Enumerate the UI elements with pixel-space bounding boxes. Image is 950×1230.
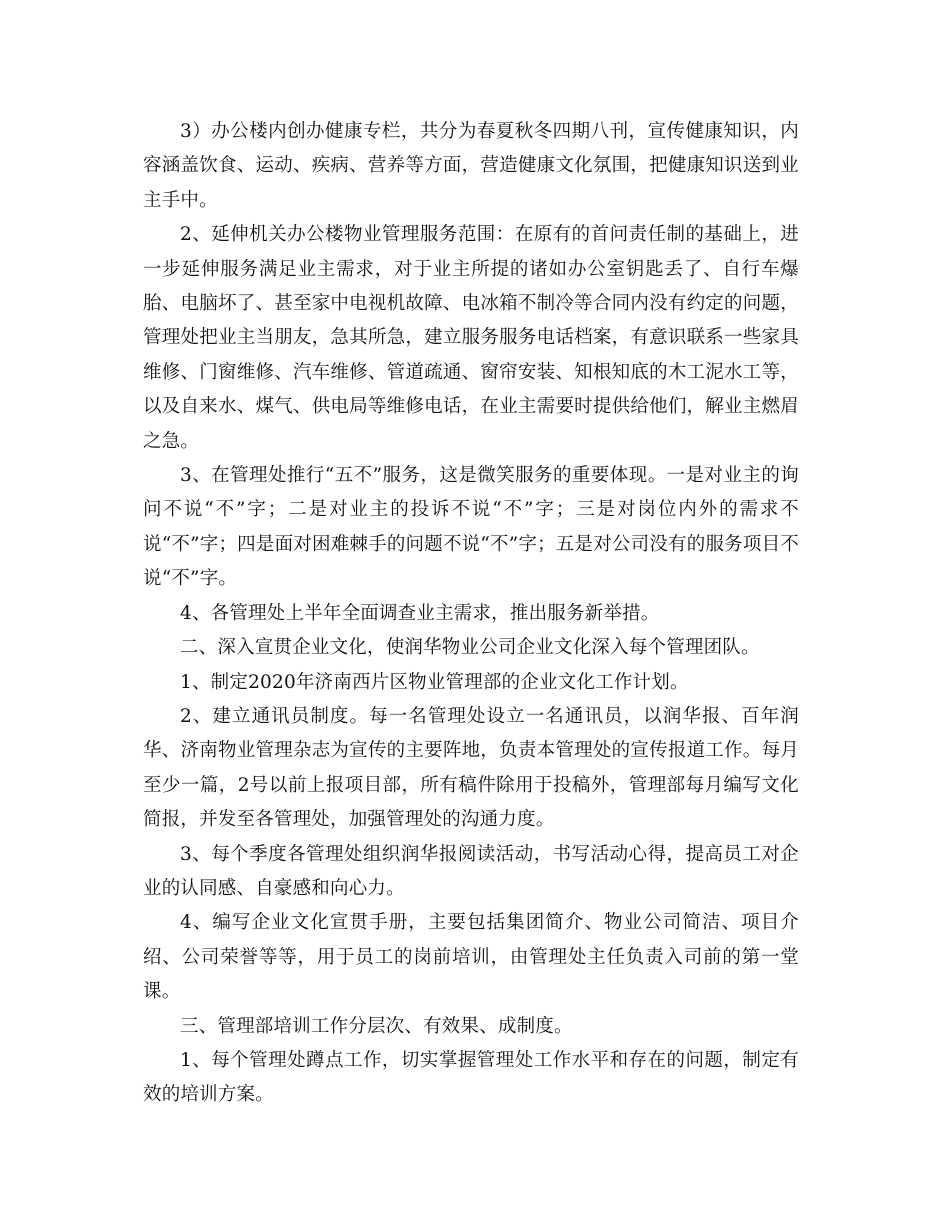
paragraph-owner-needs-survey: 4、各管理处上半年全面调查业主需求，推出服务新举措。 — [180, 602, 660, 624]
section-heading-training: 三、管理部培训工作分层次、有效果、成制度。 — [180, 1015, 573, 1037]
paragraph-culture-plan: 1、制定2020年济南西片区物业管理部的企业文化工作计划。 — [180, 671, 689, 693]
paragraph-extend-service-scope: 2、延伸机关办公楼物业管理服务范围：在原有的首问责任制的基础上，进一步延伸服务满足业主需求，对于业主所提的诸如办公室钥匙丢了、自行车爆胎、电脑坏了、甚至家中电视机故障、电冰箱不制冷等合同内没有约定的问题，管理处把业主当朋友，急其所急，建立服务服务电话档案，有意识联系一些家具维修、门窗维修、汽车维修、管道疏通、窗帘安装、知根知底的木工泥水工等，以及自来水、煤气、供电局等维修电话，在业主需要时提供给他们，解业主燃眉之急。 — [143, 224, 799, 452]
document-body — [143, 115, 799, 1113]
paragraph-correspondent-system: 2、建立通讯员制度。每一名管理处设立一名通讯员，以润华报、百年润华、济南物业管理杂志为宣传的主要阵地，负责本管理处的宣传报道工作。每月至少一篇，2号以前上报项目部，所有稿件除用于投稿外，管理部每月编写文化简报，并发至各管理处，加强管理处的沟通力度。 — [143, 705, 799, 831]
paragraph-five-no-service: 3、在管理处推行“五不”服务，这是微笑服务的重要体现。一是对业主的询问不说“不”字；二是对业主的投诉不说“不”字；三是对岗位内外的需求不说“不”字；四是面对困难棘手的问题不说“不”字；五是对公司没有的服务项目不说“不”字。 — [143, 465, 799, 590]
paragraph-reading-activity: 3、每个季度各管理处组织润华报阅读活动，书写活动心得，提高员工对企业的认同感、自豪感和向心力。 — [143, 843, 799, 899]
section-heading-corporate-culture: 二、深入宣贯企业文化，使润华物业公司企业文化深入每个管理团队。 — [180, 637, 760, 659]
paragraph-health-column: 3）办公楼内创办健康专栏，共分为春夏秋冬四期八刊，宣传健康知识，内容涵盖饮食、运动、疾病、营养等方面，营造健康文化氛围，把健康知识送到业主手中。 — [143, 121, 799, 211]
paragraph-training-plan: 1、每个管理处蹲点工作，切实掌握管理处工作水平和存在的问题，制定有效的培训方案。 — [143, 1049, 799, 1106]
paragraph-culture-handbook: 4、编写企业文化宣贯手册，主要包括集团简介、物业公司简洁、项目介绍、公司荣誉等等，用于员工的岗前培训，由管理处主任负责入司前的第一堂课。 — [143, 912, 799, 1003]
